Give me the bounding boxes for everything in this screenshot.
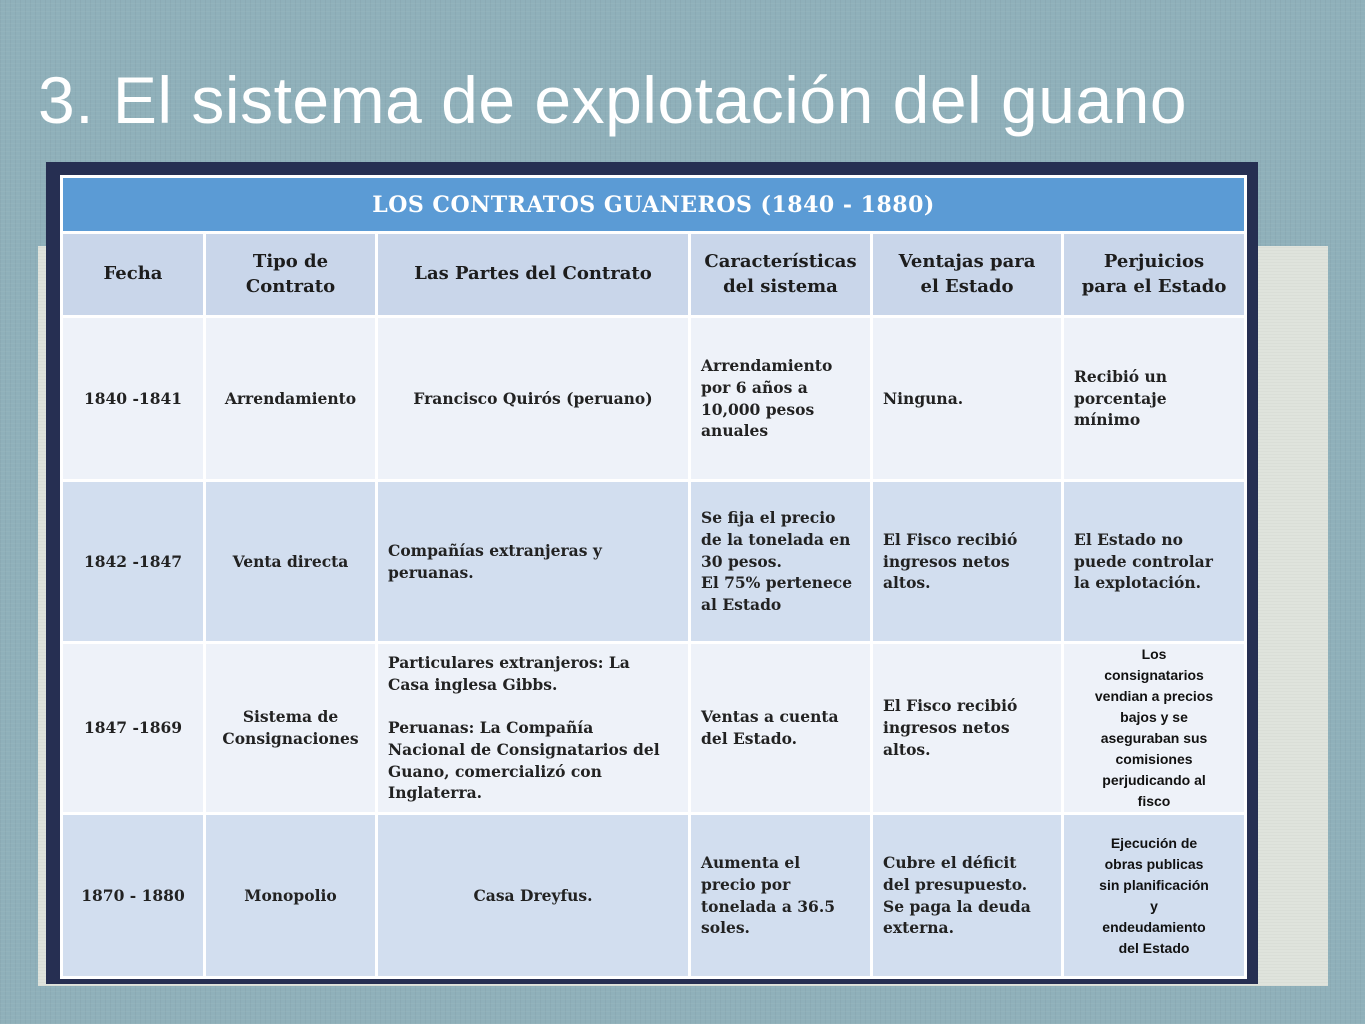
cell-partes: Compañías extranjeras y peruanas. <box>377 481 690 643</box>
header-perjuicios: Perjuicios para el Estado <box>1063 233 1246 317</box>
cell-partes: Casa Dreyfus. <box>377 814 690 978</box>
cell-tipo: Sistema de Consignaciones <box>205 643 377 814</box>
header-ventajas: Ventajas para el Estado <box>872 233 1063 317</box>
cell-caracteristicas: Se fija el precio de la tonelada en 30 pesos. El 75% pertenece al Estado <box>690 481 872 643</box>
cell-perjuicios-note: Los consignatarios vendian a precios bajos y se aseguraban sus comisiones perjudicando al fisco <box>1063 643 1246 814</box>
cell-caracteristicas: Arrendamiento por 6 años a 10,000 pesos anuales <box>690 317 872 481</box>
cell-partes: Francisco Quirós (peruano) <box>377 317 690 481</box>
table-row <box>62 317 1246 481</box>
table-row <box>62 814 1246 978</box>
cell-perjuicios: El Estado no puede controlar la explotación. <box>1063 481 1246 643</box>
cell-perjuicios-note: Ejecución de obras publicas sin planificación y endeudamiento del Estado <box>1063 814 1246 978</box>
cell-fecha: 1870 - 1880 <box>62 814 205 978</box>
header-fecha: Fecha <box>62 233 205 317</box>
cell-ventajas: El Fisco recibió ingresos netos altos. <box>872 481 1063 643</box>
header-caracteristicas: Características del sistema <box>690 233 872 317</box>
header-partes: Las Partes del Contrato <box>377 233 690 317</box>
cell-perjuicios: Recibió un porcentaje mínimo <box>1063 317 1246 481</box>
cell-ventajas: Ninguna. <box>872 317 1063 481</box>
contracts-table-container <box>60 175 1244 971</box>
table-row <box>62 481 1246 643</box>
table-caption: LOS CONTRATOS GUANEROS (1840 - 1880) <box>62 177 1246 233</box>
cell-tipo: Monopolio <box>205 814 377 978</box>
cell-tipo: Arrendamiento <box>205 317 377 481</box>
table-header-row <box>62 233 1246 317</box>
header-tipo: Tipo de Contrato <box>205 233 377 317</box>
slide-title: 3. El sistema de explotación del guano <box>38 63 1188 137</box>
cell-tipo: Venta directa <box>205 481 377 643</box>
cell-ventajas: El Fisco recibió ingresos netos altos. <box>872 643 1063 814</box>
cell-partes: Particulares extranjeros: La Casa inglesa Gibbs. Peruanas: La Compañía Nacional de Consignatarios del Guano, comercializó con Inglaterra. <box>377 643 690 814</box>
cell-fecha: 1842 -1847 <box>62 481 205 643</box>
cell-caracteristicas: Ventas a cuenta del Estado. <box>690 643 872 814</box>
cell-fecha: 1840 -1841 <box>62 317 205 481</box>
table-caption-row <box>62 177 1246 233</box>
table-row <box>62 643 1246 814</box>
cell-caracteristicas: Aumenta el precio por tonelada a 36.5 soles. <box>690 814 872 978</box>
contracts-table <box>60 175 1247 979</box>
cell-fecha: 1847 -1869 <box>62 643 205 814</box>
cell-ventajas: Cubre el déficit del presupuesto. Se paga la deuda externa. <box>872 814 1063 978</box>
